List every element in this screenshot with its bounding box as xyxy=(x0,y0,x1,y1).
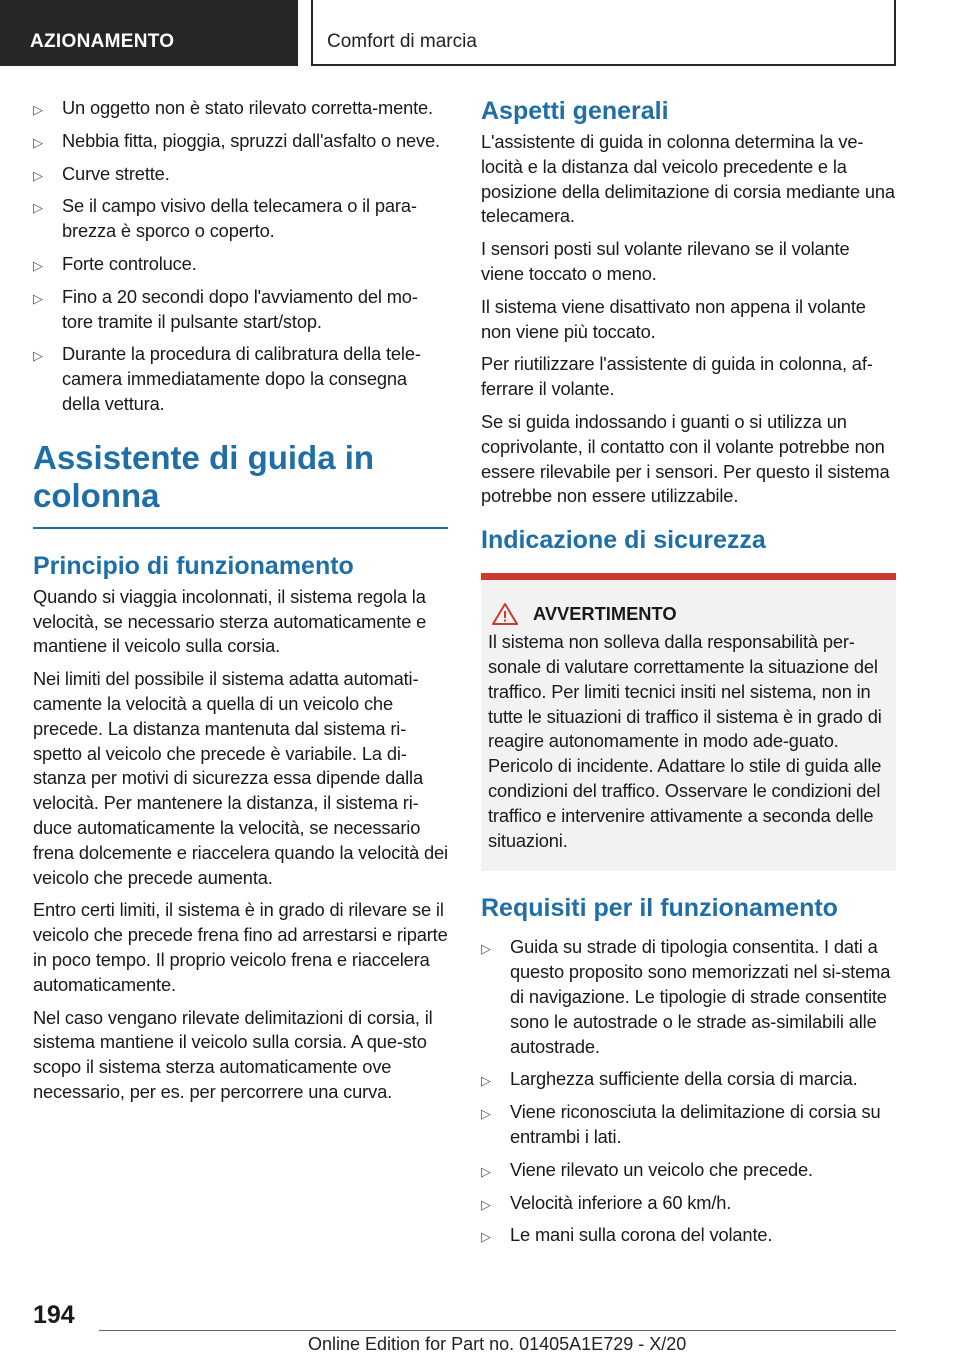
body-paragraph: Quando si viaggia incolonnati, il sistema regola la velocità, se necessario sterza automaticamente e mantiene il veicolo sulla corsia. xyxy=(33,585,427,657)
triangle-bullet-icon: ▷ xyxy=(481,1229,491,1245)
list-item: ▷ Forte controluce. xyxy=(33,252,448,277)
triangle-bullet-icon: ▷ xyxy=(33,200,43,216)
list-item: ▷ Viene riconosciuta la delimitazione di corsia su entrambi i lati. xyxy=(481,1101,881,1147)
list-item: ▷ Un oggetto non è stato rilevato corretta-mente. xyxy=(33,96,448,121)
chapter-title: Comfort di marcia xyxy=(311,0,896,66)
body-paragraph: L'assistente di guida in colonna determina la ve-locità e la distanza dal veicolo precedente e la posizione della delimitazione di corsia mediante una telecamera. xyxy=(481,131,895,227)
triangle-bullet-icon: ▷ xyxy=(481,941,491,957)
triangle-bullet-icon: ▷ xyxy=(33,290,43,306)
body-paragraph: Nel caso vengano rilevate delimitazioni di corsia, il sistema mantiene il veicolo sulla corsia. A que-sto scopo il sistema sterza automaticamente ove necessario, per es. per percorrere una curva. xyxy=(33,1006,433,1102)
condition-list xyxy=(33,96,448,417)
list-item: ▷ Fino a 20 secondi dopo l'avviamento del mo-tore tramite il pulsante start/stop. xyxy=(33,285,418,332)
warning-header xyxy=(491,602,888,626)
triangle-bullet-icon: ▷ xyxy=(481,1196,491,1212)
requirements-list xyxy=(481,935,896,1248)
triangle-bullet-icon: ▷ xyxy=(481,1073,491,1089)
list-item: ▷ Viene rilevato un veicolo che precede. xyxy=(481,1158,896,1183)
subsection-heading: Principio di funzionamento xyxy=(33,551,354,580)
body-paragraph: Se si guida indossando i guanti o si utilizza un coprivolante, il contatto con il volante potrebbe non essere rilevabile per i sensori. Per questo il sistema potrebbe non essere utilizzabile. xyxy=(481,410,890,507)
warning-triangle-icon xyxy=(491,602,519,626)
list-item: ▷ Guida su strade di tipologia consentita. I dati a questo proposito sono memorizzati nel si-stema di navigazione. Le tipologie di strade consentite sono le autostrade o le strade as-similabili alle autostrade. xyxy=(481,936,891,1057)
list-item: ▷ Curve strette. xyxy=(33,162,448,187)
body-paragraph: Il sistema viene disattivato non appena il volante non viene più toccato. xyxy=(481,295,866,342)
footer-divider xyxy=(99,1330,896,1331)
body-paragraph: Per riutilizzare l'assistente di guida in colonna, af-ferrare il volante. xyxy=(481,353,873,400)
triangle-bullet-icon: ▷ xyxy=(33,134,43,150)
body-paragraph: Nei limiti del possibile il sistema adatta automati-camente la velocità a quella di un veicolo che precede. La distanza mantenuta dal sistema ri-spetto al veicolo che precede è variabile. La di-stanza per motivi di sicurezza essa dipende dalla velocità. Per mantenere la distanza, il sistema ri-duce automaticamente la velocità, se necessario frena dolcemente e riaccelera quando la velocità dei veicolo che precede aumenta. xyxy=(33,668,448,888)
body-paragraph: I sensori posti sul volante rilevano se il volante viene toccato o meno. xyxy=(481,238,850,284)
list-item: ▷ Le mani sulla corona del volante. xyxy=(481,1223,896,1248)
triangle-bullet-icon: ▷ xyxy=(33,348,43,364)
triangle-bullet-icon: ▷ xyxy=(481,1163,491,1179)
edition-footer: Online Edition for Part no. 01405A1E729 - X/20 xyxy=(308,1334,687,1354)
triangle-bullet-icon: ▷ xyxy=(33,257,43,273)
list-item: ▷ Se il campo visivo della telecamera o il para-brezza è sporco o coperto. xyxy=(33,195,417,242)
section-heading: Assistente di guida in colonna xyxy=(33,439,448,529)
warning-title: AVVERTIMENTO xyxy=(533,603,677,625)
page-number: 194 xyxy=(33,1301,75,1329)
general-heading: Aspetti generali xyxy=(481,97,669,125)
list-item: ▷ Larghezza sufficiente della corsia di marcia. xyxy=(481,1067,896,1092)
list-item: ▷ Velocità inferiore a 60 km/h. xyxy=(481,1191,896,1216)
left-column xyxy=(33,96,448,1113)
triangle-bullet-icon: ▷ xyxy=(481,1106,491,1122)
safety-heading: Indicazione di sicurezza xyxy=(481,526,766,555)
right-column xyxy=(481,96,896,1256)
requirements-heading: Requisiti per il funzionamento xyxy=(481,894,838,923)
body-paragraph: Entro certi limiti, il sistema è in grado di rilevare se il veicolo che precede frena fino ad arrestarsi e riparte in poco tempo. Il proprio veicolo frena e riaccelera automaticamente. xyxy=(33,899,448,995)
list-item: ▷ Durante la procedura di calibratura della tele-camera immediatamente dopo la consegna della vettura. xyxy=(33,343,421,414)
warning-text: Il sistema non solleva dalla responsabilità per-sonale di valutare correttamente la situazione del traffico. Per limiti tecnici insiti nel sistema, non in tutte le situazioni di traffico il sistema è in grado di reagire autonomamente in modo ade-guato. Pericolo di incidente. Adattare lo stile di guida alle condizioni del traffico. Osservare le condizioni del traffico e intervenire attivamente a seconda delle situazioni. xyxy=(488,631,882,851)
triangle-bullet-icon: ▷ xyxy=(33,102,43,117)
page-header xyxy=(0,0,960,66)
section-tab: AZIONAMENTO xyxy=(0,0,298,66)
triangle-bullet-icon: ▷ xyxy=(33,167,43,183)
list-item: ▷ Nebbia fitta, pioggia, spruzzi dall'asfalto o neve. xyxy=(33,129,448,154)
warning-box xyxy=(481,573,896,871)
